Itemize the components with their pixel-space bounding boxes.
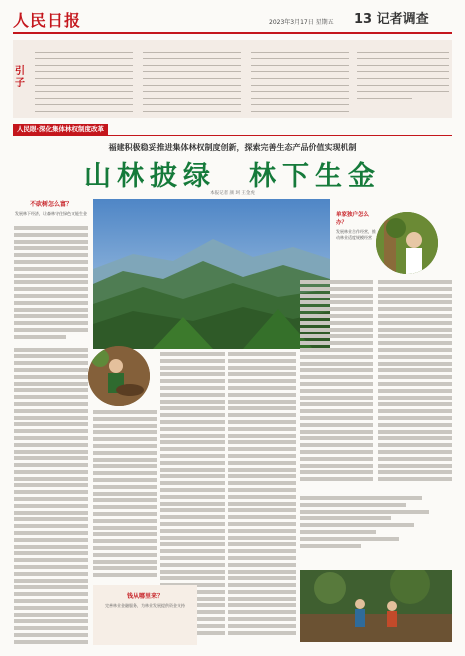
intro-label: 引子 bbox=[15, 66, 25, 89]
sidebar-text: 完善林业金融服务，为林业发展提供资金支持 bbox=[105, 603, 185, 608]
body-column-5 bbox=[300, 280, 373, 492]
article-headline: 山林披绿 林下生金 bbox=[84, 161, 381, 192]
worker-photo bbox=[376, 212, 438, 274]
sidebar-question-1 bbox=[14, 199, 88, 217]
sidebar-text: 发展林业合作经营，推动林业适度规模经营 bbox=[336, 229, 376, 240]
section-tag: 人民眼·深化集体林权制度改革 bbox=[13, 124, 108, 135]
body-column-2 bbox=[93, 410, 157, 580]
sidebar-title: 钱从哪里来？ bbox=[126, 593, 163, 600]
sidebar-title: 单家独户怎么办？ bbox=[336, 212, 370, 226]
intro-column-4 bbox=[357, 46, 449, 114]
article-subtitle: 福建积极稳妥推进集体林权制度创新，探索完善生态产品价值实现机制 bbox=[108, 142, 357, 152]
article-byline: 本报记者 颜 珂 王金虎 bbox=[210, 191, 255, 196]
newspaper-logo: 人民日报 bbox=[13, 11, 82, 30]
forest-workers-photo bbox=[300, 570, 452, 642]
intro-column-2 bbox=[143, 46, 241, 114]
section-bar bbox=[13, 124, 452, 136]
intro-column-3 bbox=[251, 46, 349, 114]
intro-block bbox=[13, 40, 452, 118]
body-column-4 bbox=[228, 352, 296, 642]
mushroom-farmer-photo bbox=[88, 346, 150, 406]
sidebar-text: 发展林下经济，让森林守住绿色又能生金 bbox=[15, 211, 87, 216]
caption-block bbox=[300, 496, 452, 566]
mountain-forest-photo bbox=[93, 199, 330, 349]
body-column-6 bbox=[378, 280, 452, 492]
body-column-1 bbox=[14, 226, 88, 646]
masthead-rule bbox=[13, 32, 452, 34]
caption-lines bbox=[300, 496, 452, 566]
sidebar-question-2 bbox=[336, 210, 376, 241]
issue-date: 2023年3月17日 星期五 bbox=[269, 19, 334, 26]
page-section-title: 13 记者调查 bbox=[354, 12, 429, 27]
intro-column-1 bbox=[35, 46, 133, 114]
sidebar-question-3 bbox=[93, 585, 197, 645]
sidebar-title: 不砍树怎么富？ bbox=[29, 201, 72, 208]
masthead bbox=[13, 6, 452, 32]
